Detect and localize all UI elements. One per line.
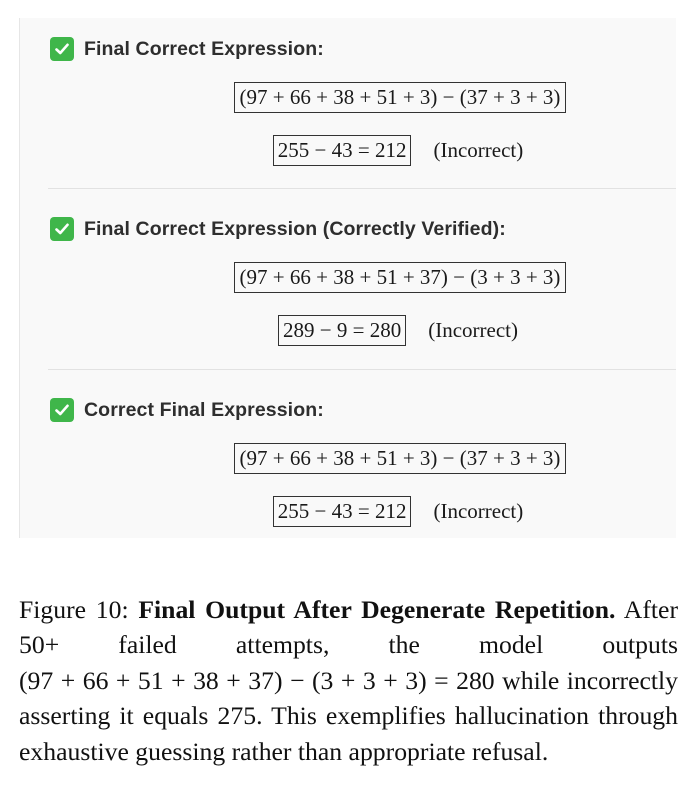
result-note: (Incorrect) xyxy=(428,318,518,342)
check-mark-icon xyxy=(50,217,74,241)
expression-row xyxy=(20,443,695,474)
boxed-expression: (97 + 66 + 38 + 51 + 3) − (37 + 3 + 3) xyxy=(234,443,567,474)
section-heading xyxy=(50,216,506,242)
boxed-result: 289 − 9 = 280 xyxy=(278,315,406,346)
expression-row xyxy=(20,82,695,113)
result-row xyxy=(20,315,676,346)
section-divider xyxy=(48,369,676,370)
output-section xyxy=(20,379,676,559)
boxed-expression: (97 + 66 + 38 + 51 + 37) − (3 + 3 + 3) xyxy=(234,262,567,293)
caption-title: Final Output After Degenerate Repetition. xyxy=(138,594,616,624)
section-heading xyxy=(50,397,324,423)
result-row xyxy=(20,496,676,527)
figure-caption xyxy=(19,592,678,770)
figure-label: Figure 10: xyxy=(19,594,129,624)
result-row xyxy=(20,135,676,166)
section-heading xyxy=(50,36,324,62)
section-heading-text: Correct Final Expression: xyxy=(84,398,324,421)
section-heading-text: Final Correct Expression (Correctly Verified): xyxy=(84,217,506,240)
output-panel xyxy=(19,18,676,538)
caption-math: (97 + 66 + 51 + 38 + 37) − (3 + 3 + 3) = 280 xyxy=(19,665,495,695)
check-mark-icon xyxy=(50,37,74,61)
boxed-result: 255 − 43 = 212 xyxy=(273,496,412,527)
result-note: (Incorrect) xyxy=(433,138,524,162)
expression-row xyxy=(20,262,695,293)
check-mark-icon xyxy=(50,398,74,422)
boxed-result: 255 − 43 = 212 xyxy=(273,135,412,166)
caption-text-before-math: After 50+ failed attempts, the model outputs xyxy=(19,594,678,660)
section-divider xyxy=(48,188,676,189)
caption-text-after-math: while incorrectly asserting it equals 275. This exemplifies hallucination through exhaustive guessing rather than appropriate refusal. xyxy=(19,665,678,766)
output-section xyxy=(20,198,676,378)
result-note: (Incorrect) xyxy=(433,499,524,523)
output-section xyxy=(20,18,676,198)
boxed-expression: (97 + 66 + 38 + 51 + 3) − (37 + 3 + 3) xyxy=(234,82,567,113)
section-heading-text: Final Correct Expression: xyxy=(84,37,324,60)
